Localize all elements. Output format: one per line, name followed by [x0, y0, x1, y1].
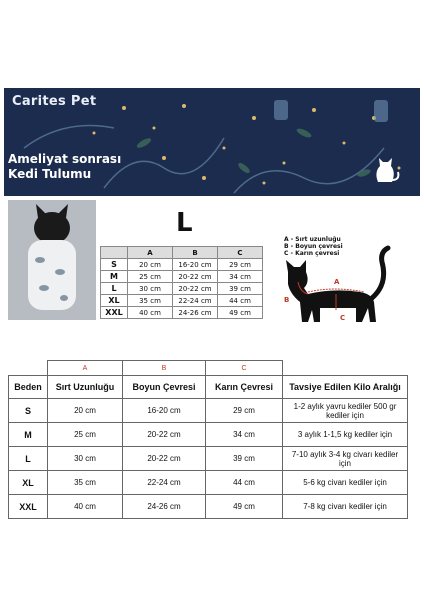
- weight-cell: 7-10 aylık 3-4 kg civarı kediler için: [283, 447, 408, 471]
- table-header-row: [9, 376, 408, 399]
- table-header-row: [101, 247, 263, 259]
- letter-b: B: [123, 361, 206, 376]
- value-cell: 29 cm: [206, 399, 283, 423]
- header-weight: Tavsiye Edilen Kilo Aralığı: [283, 376, 408, 399]
- value-cell: 49 cm: [218, 307, 263, 319]
- weight-cell: 1-2 aylık yavru kediler 500 gr kediler için: [283, 399, 408, 423]
- product-title: [8, 152, 168, 182]
- size-cell: XL: [101, 295, 128, 307]
- value-cell: 25 cm: [48, 423, 123, 447]
- weight-cell: 3 aylık 1-1,5 kg kediler için: [283, 423, 408, 447]
- table-header-a: A: [128, 247, 173, 259]
- value-cell: 40 cm: [128, 307, 173, 319]
- legend-b: B - Boyun çevresi: [284, 243, 343, 250]
- size-cell: L: [9, 447, 48, 471]
- size-cell: L: [101, 283, 128, 295]
- value-cell: 39 cm: [218, 283, 263, 295]
- value-cell: 25 cm: [128, 271, 173, 283]
- size-cell: XXL: [9, 495, 48, 519]
- value-cell: 34 cm: [206, 423, 283, 447]
- legend-a: A - Sırt uzunluğu: [284, 236, 341, 243]
- value-cell: 40 cm: [48, 495, 123, 519]
- letter-blank: [9, 361, 48, 376]
- value-cell: 35 cm: [128, 295, 173, 307]
- marker-b: B: [284, 296, 290, 304]
- letter-a: A: [48, 361, 123, 376]
- size-chart-small: [100, 246, 263, 319]
- table-header-b: B: [173, 247, 218, 259]
- weight-cell: 5-6 kg civarı kediler için: [283, 471, 408, 495]
- table-row: [9, 495, 408, 519]
- table-header-blank: [101, 247, 128, 259]
- table-row: [101, 259, 263, 271]
- value-cell: 20-22 cm: [173, 283, 218, 295]
- product-photo: [8, 200, 96, 320]
- size-label: L: [176, 208, 193, 238]
- product-title-line1: Ameliyat sonrası: [8, 152, 122, 166]
- value-cell: 20-22 cm: [123, 423, 206, 447]
- header-size: Beden: [9, 376, 48, 399]
- table-row: [101, 295, 263, 307]
- table-row: [9, 471, 408, 495]
- header-belly: Karın Çevresi: [206, 376, 283, 399]
- value-cell: 44 cm: [218, 295, 263, 307]
- value-cell: 22-24 cm: [123, 471, 206, 495]
- column-letter-row: [9, 361, 408, 376]
- value-cell: 49 cm: [206, 495, 283, 519]
- value-cell: 34 cm: [218, 271, 263, 283]
- size-cell: XXL: [101, 307, 128, 319]
- product-title-line2: Kedi Tulumu: [8, 167, 92, 181]
- legend-c: C - Karın çevresi: [284, 250, 340, 257]
- marker-a: A: [334, 278, 340, 286]
- brand-name: Carites Pet: [12, 94, 97, 109]
- table-row: [101, 307, 263, 319]
- value-cell: 24-26 cm: [173, 307, 218, 319]
- size-chart-main: [8, 360, 408, 519]
- value-cell: 35 cm: [48, 471, 123, 495]
- value-cell: 20 cm: [48, 399, 123, 423]
- value-cell: 39 cm: [206, 447, 283, 471]
- value-cell: 20 cm: [128, 259, 173, 271]
- cat-in-suit-photo: [8, 200, 96, 320]
- value-cell: 30 cm: [48, 447, 123, 471]
- size-cell: M: [101, 271, 128, 283]
- size-cell: M: [9, 423, 48, 447]
- measurement-legend: [284, 236, 343, 257]
- value-cell: 20-22 cm: [173, 271, 218, 283]
- size-cell: XL: [9, 471, 48, 495]
- letter-blank: [283, 361, 408, 376]
- weight-cell: 7-8 kg civarı kediler için: [283, 495, 408, 519]
- value-cell: 30 cm: [128, 283, 173, 295]
- value-cell: 22-24 cm: [173, 295, 218, 307]
- size-cell: S: [9, 399, 48, 423]
- header-neck: Boyun Çevresi: [123, 376, 206, 399]
- value-cell: 44 cm: [206, 471, 283, 495]
- table-row: [9, 447, 408, 471]
- value-cell: 16-20 cm: [173, 259, 218, 271]
- header-back-length: Sırt Uzunluğu: [48, 376, 123, 399]
- value-cell: 20-22 cm: [123, 447, 206, 471]
- table-row: [9, 423, 408, 447]
- letter-c: C: [206, 361, 283, 376]
- value-cell: 16-20 cm: [123, 399, 206, 423]
- cat-logo-icon: [370, 152, 402, 186]
- table-header-c: C: [218, 247, 263, 259]
- marker-c: C: [340, 314, 346, 322]
- table-row: [101, 283, 263, 295]
- size-cell: S: [101, 259, 128, 271]
- table-row: [9, 399, 408, 423]
- value-cell: 29 cm: [218, 259, 263, 271]
- table-row: [101, 271, 263, 283]
- value-cell: 24-26 cm: [123, 495, 206, 519]
